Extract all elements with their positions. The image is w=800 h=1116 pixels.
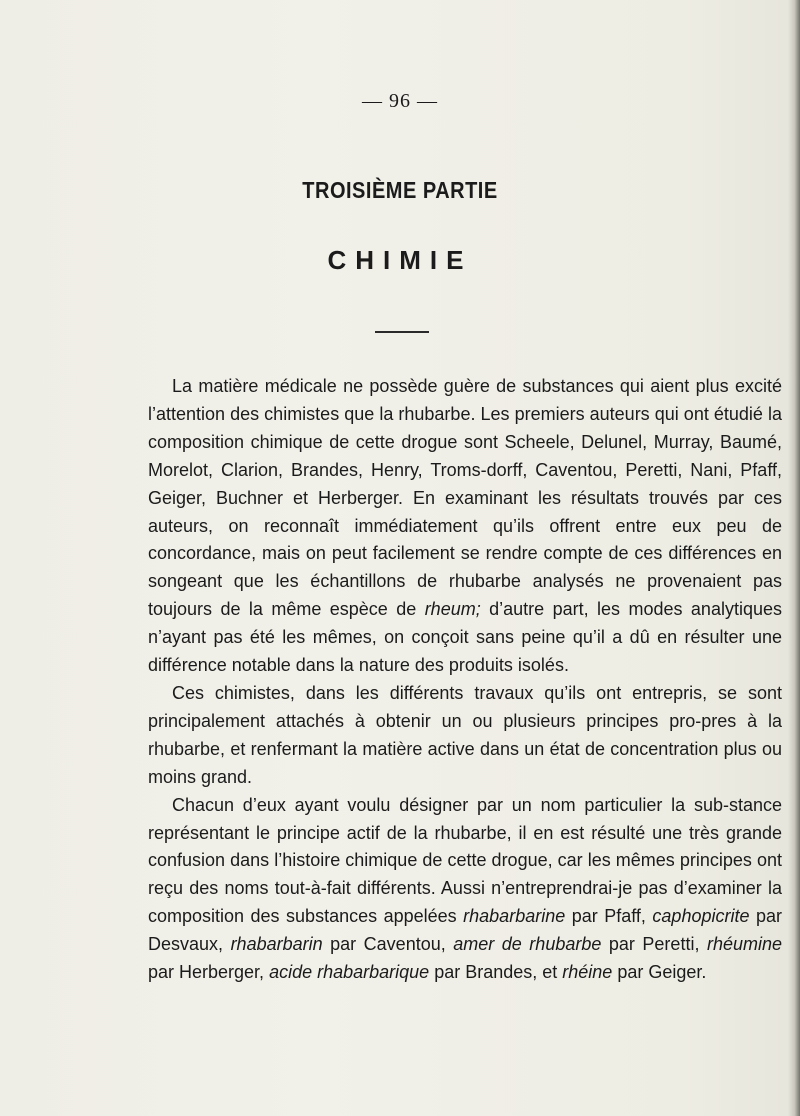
- text-run: par Geiger.: [612, 962, 707, 983]
- text-run: par Peretti,: [601, 934, 707, 955]
- text-run: par Desvaux,: [148, 906, 782, 955]
- text-run: par Herberger,: [148, 962, 270, 983]
- paragraph: [148, 792, 782, 987]
- italic-term: rhabarbarin: [230, 934, 323, 955]
- italic-term: rheum;: [424, 599, 481, 620]
- italic-term: acide rhabarbarique: [269, 962, 430, 983]
- italic-term: rhéumine: [706, 934, 783, 955]
- italic-term: amer de rhubarbe: [453, 934, 602, 955]
- italic-term: rhéine: [562, 962, 613, 983]
- text-run: Chacun d’eux ayant voulu désigner par un nom particulier la sub-stance représentant le principe actif de la rhubarbe, il en est résulté une très grande confusion dans l’histoire chimique de cette drogue, car les mêmes principes ont reçu des noms tout-à-fait différents. Aussi n’entreprendrai-je pas d’examiner la composition des substances appelées: [148, 794, 782, 927]
- page-number: — 96 —: [362, 90, 438, 112]
- text-run: par Brandes, et: [429, 962, 563, 983]
- section-title: CHIMIE: [327, 245, 473, 275]
- text-run: Ces chimistes, dans les différents travaux qu’ils ont entrepris, se sont principalement attachés à obtenir un ou plusieurs principes pro-pres à la rhubarbe, et renfermant la matière active dans un état de concentration plus ou moins grand.: [148, 682, 782, 787]
- paragraph: [148, 373, 782, 680]
- text-run: par Caventou,: [322, 934, 454, 955]
- title-divider: [375, 331, 429, 333]
- part-title: TROISIÈME PARTIE: [302, 178, 498, 204]
- body-text: [148, 373, 782, 987]
- italic-term: caphopicrite: [652, 906, 750, 927]
- text-run: par Pfaff,: [565, 906, 653, 927]
- paragraph: [148, 680, 782, 792]
- text-run: d’autre part, les modes analytiques n’ayant pas été les mêmes, on conçoit sans peine qu’il a dû en résulter une différence notable dans la nature des produits isolés.: [148, 599, 782, 676]
- text-run: La matière médicale ne possède guère de substances qui aient plus excité l’attention des chimistes que la rhubarbe. Les premiers auteurs qui ont étudié la composition chimique de cette drogue sont Scheele, Delunel, Murray, Baumé, Morelot, Clarion, Brandes, Henry, Troms-dorff, Caventou, Peretti, Nani, Pfaff, Geiger, Buchner et Herberger. En examinant les résultats trouvés par ces auteurs, on reconnaît immédiatement qu’ils offrent entre eux peu de concordance, mais on peut facilement se rendre compte de ces différences en songeant que les échantillons de rhubarbe analysés ne provenaient pas toujours de la même espèce de: [148, 376, 782, 620]
- italic-term: rhabarbarine: [463, 906, 566, 927]
- page-edge-shadow: [788, 0, 800, 1116]
